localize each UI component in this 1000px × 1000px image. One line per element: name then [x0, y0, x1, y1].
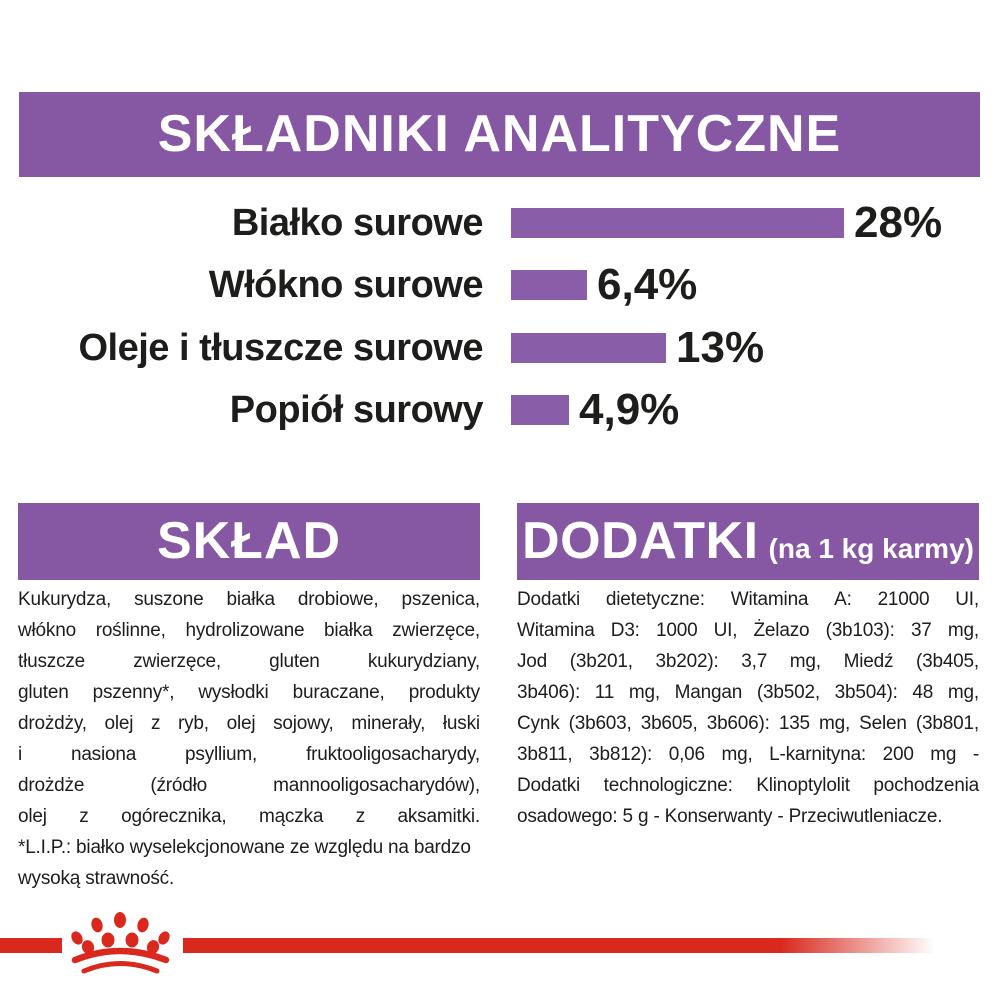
text-line: wysoką strawność. — [18, 868, 175, 889]
text-line: i nasiona psyllium, fruktooligosacharydy, — [18, 744, 480, 765]
text-line: Dodatki dietetyczne: Witamina A: 21000 UI, — [517, 589, 979, 610]
text-line: Jod (3b201, 3b202): 3,7 mg, Miedź (3b405, — [517, 651, 979, 672]
chart-bar — [511, 333, 666, 363]
text-line: włókno roślinne, hydrolizowane białka zwierzęce, — [18, 620, 480, 641]
royal-canin-crown-logo — [68, 910, 174, 976]
dodatki-additives-text — [517, 584, 979, 832]
text-line: 3b406): 11 mg, Mangan (3b502, 3b504): 48 mg, — [517, 682, 979, 703]
chart-bar — [511, 395, 569, 425]
chart-value-label: 28% — [854, 198, 943, 247]
chart-row — [0, 380, 1000, 440]
text-line: osadowego: 5 g - Konserwanty - Przeciwutleniacze. — [517, 806, 943, 827]
text-line: olej z ogórecznika, mączka z aksamitki. — [18, 806, 480, 827]
text-line: *L.I.P.: białko wyselekcjonowane ze względu na bardzo — [18, 837, 471, 858]
chart-row — [0, 193, 1000, 253]
dodatki-section-header — [517, 503, 979, 580]
sklad-section-header — [18, 503, 480, 580]
chart-value-label: 4,9% — [579, 385, 680, 434]
footer-stripe-right — [183, 938, 950, 953]
chart-value-label: 13% — [676, 323, 765, 372]
chart-row — [0, 255, 1000, 315]
text-line: Kukurydza, suszone białka drobiowe, pszenica, — [18, 589, 480, 610]
text-line: drożdże (źródło mannooligosacharydów), — [18, 775, 480, 796]
chart-category-label: Oleje i tłuszcze surowe — [78, 326, 483, 369]
text-line: Witamina D3: 1000 UI, Żelazo (3b103): 37 mg, — [517, 620, 979, 641]
chart-bar — [511, 270, 587, 300]
chart-row — [0, 318, 1000, 378]
text-line: 3b811, 3b812): 0,06 mg, L-karnityna: 200 mg - — [517, 744, 979, 765]
text-line: drożdży, olej z ryb, olej sojowy, minerały, łuski — [18, 713, 480, 734]
chart-category-label: Białko surowe — [231, 201, 483, 244]
text-line: Cynk (3b603, 3b605, 3b606): 135 mg, Selen (3b801, — [517, 713, 979, 734]
chart-category-label: Włókno surowe — [208, 263, 483, 306]
analytical-bar-chart — [0, 0, 1000, 470]
chart-bar — [511, 208, 844, 238]
text-line: gluten pszenny*, wysłodki buraczane, produkty — [18, 682, 480, 703]
chart-category-label: Popiół surowy — [229, 388, 483, 431]
dodatki-section-title-suffix: (na 1 kg karmy) — [768, 533, 974, 564]
footer-stripe-left — [0, 938, 62, 953]
dodatki-section-title: DODATKI — [522, 512, 759, 570]
chart-value-label: 6,4% — [597, 260, 698, 309]
text-line: Dodatki technologiczne: Klinoptylolit pochodzenia — [517, 775, 979, 796]
text-line: tłuszcze zwierzęce, gluten kukurydziany, — [18, 651, 480, 672]
sklad-ingredients-text — [18, 584, 480, 894]
sklad-section-title: SKŁAD — [156, 512, 342, 570]
analytical-section-title: SKŁADNIKI ANALITYCZNE — [157, 105, 842, 163]
